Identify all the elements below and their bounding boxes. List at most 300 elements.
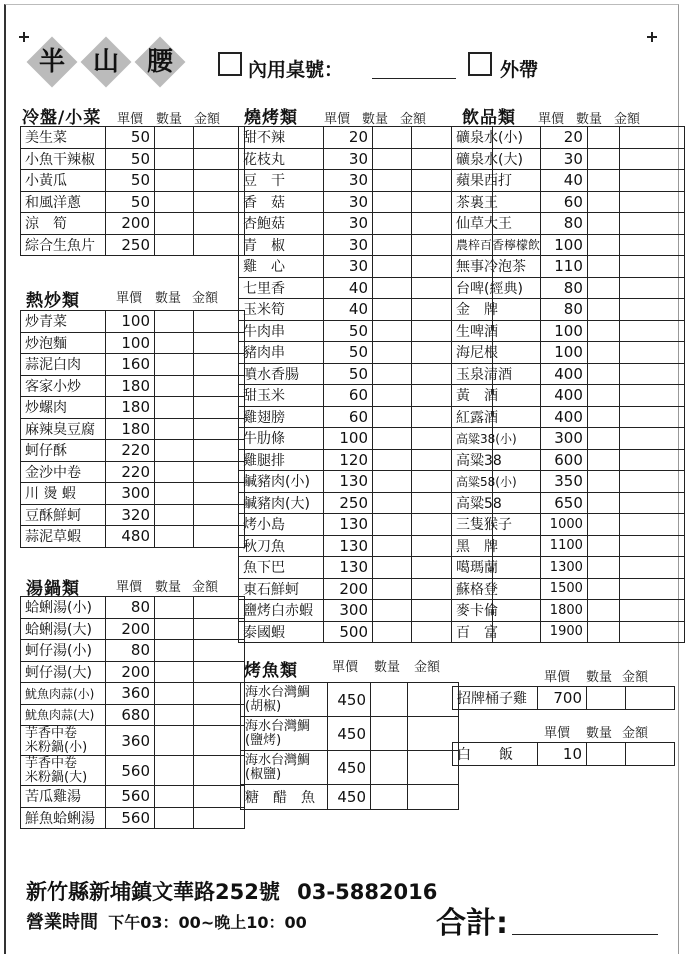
item-price: 130 — [324, 557, 373, 579]
menu-row — [21, 704, 245, 726]
item-price: 40 — [324, 277, 373, 299]
item-price: 180 — [106, 397, 155, 419]
item-qty[interactable] — [373, 170, 412, 192]
item-name: 豬肉串 — [239, 342, 324, 364]
item-qty[interactable] — [155, 332, 194, 354]
item-qty[interactable] — [587, 127, 619, 149]
item-price: 1300 — [541, 557, 588, 579]
item-qty[interactable] — [373, 363, 412, 385]
item-name: 牛肋條 — [239, 428, 324, 450]
menu-row — [452, 127, 685, 149]
item-name: 鹽烤白赤蝦 — [239, 600, 324, 622]
item-qty[interactable] — [371, 751, 408, 785]
item-qty[interactable] — [155, 213, 194, 235]
menu-row — [452, 342, 685, 364]
item-qty[interactable] — [587, 428, 619, 450]
item-name: 白 飯 — [453, 743, 538, 766]
section-title-drinks: 飲品類 — [462, 108, 516, 128]
item-amount[interactable] — [194, 786, 245, 808]
column-header-amount: 金額 — [194, 112, 221, 127]
item-amount[interactable] — [619, 170, 684, 192]
item-name: 美生菜 — [21, 127, 106, 149]
item-qty[interactable] — [373, 471, 412, 493]
menu-row — [452, 148, 685, 170]
item-amount[interactable] — [194, 397, 245, 419]
item-amount[interactable] — [194, 332, 245, 354]
item-amount[interactable] — [194, 640, 245, 662]
item-qty[interactable] — [587, 557, 619, 579]
item-qty[interactable] — [587, 191, 619, 213]
item-amount[interactable] — [194, 191, 245, 213]
menu-row — [21, 354, 245, 376]
item-qty[interactable] — [373, 578, 412, 600]
item-qty[interactable] — [155, 618, 194, 640]
dine-in-label: 內用桌號： — [248, 59, 344, 81]
item-qty[interactable] — [155, 440, 194, 462]
item-qty[interactable] — [155, 597, 194, 619]
item-price: 40 — [541, 170, 588, 192]
item-amount[interactable] — [619, 277, 684, 299]
item-amount[interactable] — [194, 756, 245, 786]
total-label: 合計: — [436, 906, 508, 941]
item-name: 東石鮮蚵 — [239, 578, 324, 600]
menu-row — [452, 385, 685, 407]
item-amount[interactable] — [619, 471, 684, 493]
item-name: 魷魚肉蒜(小) — [21, 683, 106, 705]
item-name: 茶裏王 — [452, 191, 541, 213]
item-price: 200 — [106, 213, 155, 235]
menu-row — [21, 418, 245, 440]
item-qty[interactable] — [371, 717, 408, 751]
item-price: 680 — [106, 704, 155, 726]
item-name: 噶瑪蘭 — [452, 557, 541, 579]
item-name: 農梓百香檸檬飲 — [452, 234, 541, 256]
item-qty[interactable] — [155, 661, 194, 683]
item-name: 蚵仔酥 — [21, 440, 106, 462]
menu-row — [21, 311, 245, 333]
item-qty[interactable] — [373, 600, 412, 622]
item-amount[interactable] — [194, 661, 245, 683]
item-price: 80 — [541, 277, 588, 299]
item-name: 噴水香腸 — [239, 363, 324, 385]
item-name: 海尼根 — [452, 342, 541, 364]
menu-row — [21, 726, 245, 756]
hours: 下午03：00~晚上10：00 — [108, 913, 307, 932]
dine-in-checkbox[interactable] — [218, 52, 242, 76]
item-name: 海水台灣鯛 (椒鹽) — [241, 751, 328, 785]
item-qty[interactable] — [373, 234, 412, 256]
item-amount[interactable] — [194, 726, 245, 756]
item-price: 60 — [324, 385, 373, 407]
item-qty[interactable] — [155, 807, 194, 829]
item-name: 炒螺肉 — [21, 397, 106, 419]
item-amount[interactable] — [194, 461, 245, 483]
item-name: 生啤酒 — [452, 320, 541, 342]
item-amount[interactable] — [619, 406, 684, 428]
item-name: 金沙中卷 — [21, 461, 106, 483]
menu-row — [452, 299, 685, 321]
column-header-price: 單價 — [538, 112, 565, 127]
item-qty[interactable] — [155, 504, 194, 526]
item-amount[interactable] — [619, 234, 684, 256]
item-price: 200 — [106, 618, 155, 640]
item-name: 礦泉水(大) — [452, 148, 541, 170]
item-name: 蛤蜊湯(大) — [21, 618, 106, 640]
item-qty[interactable] — [373, 557, 412, 579]
table-number-field[interactable] — [372, 78, 456, 79]
item-name: 蘇格登 — [452, 578, 541, 600]
item-name: 魷魚肉蒜(大) — [21, 704, 106, 726]
item-name: 海水台灣鯛 (鹽烤) — [241, 717, 328, 751]
item-amount[interactable] — [194, 127, 245, 149]
takeout-checkbox[interactable] — [468, 52, 492, 76]
menu-row — [452, 449, 685, 471]
item-amount[interactable] — [408, 785, 459, 810]
item-name: 豆 干 — [239, 170, 324, 192]
item-amount[interactable] — [194, 526, 245, 548]
column-header-amount: 金額 — [192, 580, 219, 595]
item-qty[interactable] — [155, 397, 194, 419]
item-qty[interactable] — [587, 406, 619, 428]
item-qty[interactable] — [373, 256, 412, 278]
item-qty[interactable] — [587, 342, 619, 364]
item-qty[interactable] — [373, 299, 412, 321]
item-name: 蚵仔湯(小) — [21, 640, 106, 662]
item-amount[interactable] — [194, 807, 245, 829]
item-qty[interactable] — [155, 461, 194, 483]
menu-row — [452, 621, 685, 643]
item-price: 1000 — [541, 514, 588, 536]
item-price: 450 — [328, 717, 371, 751]
item-name: 七里香 — [239, 277, 324, 299]
item-name: 三隻猴子 — [452, 514, 541, 536]
item-amount[interactable] — [626, 687, 675, 710]
menu-row — [452, 277, 685, 299]
item-qty[interactable] — [587, 621, 619, 643]
menu-row — [452, 557, 685, 579]
item-qty[interactable] — [373, 320, 412, 342]
item-price: 100 — [541, 320, 588, 342]
item-qty[interactable] — [155, 354, 194, 376]
column-header-amount: 金額 — [400, 112, 427, 127]
item-price: 500 — [324, 621, 373, 643]
item-name: 牛肉串 — [239, 320, 324, 342]
item-amount[interactable] — [626, 743, 675, 766]
item-amount[interactable] — [619, 191, 684, 213]
item-qty[interactable] — [373, 535, 412, 557]
item-qty[interactable] — [373, 492, 412, 514]
item-name: 無事冷泡茶 — [452, 256, 541, 278]
item-amount[interactable] — [619, 428, 684, 450]
item-price: 30 — [324, 148, 373, 170]
item-qty[interactable] — [587, 471, 619, 493]
item-amount[interactable] — [619, 535, 684, 557]
item-qty[interactable] — [373, 385, 412, 407]
corner-mark-icon — [647, 32, 657, 42]
menu-row — [452, 363, 685, 385]
item-price: 300 — [324, 600, 373, 622]
item-amount[interactable] — [194, 311, 245, 333]
item-qty[interactable] — [155, 234, 194, 256]
address-line — [26, 876, 437, 906]
item-name: 客家小炒 — [21, 375, 106, 397]
column-header-price: 單價 — [544, 670, 571, 685]
item-amount[interactable] — [619, 256, 684, 278]
item-qty[interactable] — [373, 428, 412, 450]
column-header-price: 單價 — [544, 726, 571, 741]
column-header-qty: 數量 — [156, 112, 183, 127]
item-qty[interactable] — [373, 148, 412, 170]
item-price: 650 — [541, 492, 588, 514]
item-qty[interactable] — [373, 342, 412, 364]
item-qty[interactable] — [587, 600, 619, 622]
item-amount[interactable] — [194, 418, 245, 440]
item-amount[interactable] — [194, 597, 245, 619]
item-price: 30 — [541, 148, 588, 170]
item-amount[interactable] — [408, 717, 459, 751]
item-name: 蛤蜊湯(小) — [21, 597, 106, 619]
item-price: 50 — [106, 148, 155, 170]
item-name: 綜合生魚片 — [21, 234, 106, 256]
item-name: 川 燙 蝦 — [21, 483, 106, 505]
item-amount[interactable] — [619, 578, 684, 600]
item-name: 高粱58(小) — [452, 471, 541, 493]
item-name: 蘋果西打 — [452, 170, 541, 192]
item-qty[interactable] — [155, 170, 194, 192]
item-qty[interactable] — [373, 127, 412, 149]
menu-row — [241, 785, 459, 810]
item-amount[interactable] — [194, 213, 245, 235]
item-qty[interactable] — [587, 535, 619, 557]
item-name: 雞 心 — [239, 256, 324, 278]
item-qty[interactable] — [587, 578, 619, 600]
menu-row — [21, 640, 245, 662]
menu-row — [452, 234, 685, 256]
item-amount[interactable] — [619, 342, 684, 364]
item-qty[interactable] — [587, 170, 619, 192]
item-amount[interactable] — [619, 514, 684, 536]
menu-table-drinks — [451, 126, 685, 643]
item-amount[interactable] — [619, 385, 684, 407]
item-qty[interactable] — [155, 483, 194, 505]
section-title-stirfry: 熱炒類 — [26, 291, 80, 311]
item-qty[interactable] — [155, 148, 194, 170]
item-amount[interactable] — [194, 170, 245, 192]
item-qty[interactable] — [155, 191, 194, 213]
item-name: 玉泉清酒 — [452, 363, 541, 385]
item-qty[interactable] — [373, 449, 412, 471]
item-name: 糖 醋 魚 — [241, 785, 328, 810]
column-header-qty: 數量 — [155, 580, 182, 595]
item-price: 110 — [541, 256, 588, 278]
item-qty[interactable] — [373, 406, 412, 428]
menu-row — [21, 618, 245, 640]
hours-line — [26, 908, 307, 934]
item-price: 160 — [106, 354, 155, 376]
item-amount[interactable] — [408, 683, 459, 717]
item-price: 600 — [541, 449, 588, 471]
item-price: 1800 — [541, 600, 588, 622]
item-qty[interactable] — [155, 127, 194, 149]
item-name: 炒青菜 — [21, 311, 106, 333]
item-amount[interactable] — [194, 354, 245, 376]
item-amount[interactable] — [619, 492, 684, 514]
item-price: 30 — [324, 256, 373, 278]
item-amount[interactable] — [194, 148, 245, 170]
item-amount[interactable] — [194, 375, 245, 397]
item-name: 高粱38 — [452, 449, 541, 471]
item-name: 玉米筍 — [239, 299, 324, 321]
menu-row — [21, 127, 245, 149]
item-qty[interactable] — [155, 726, 194, 756]
item-name: 甜不辣 — [239, 127, 324, 149]
item-qty[interactable] — [373, 191, 412, 213]
item-amount[interactable] — [619, 557, 684, 579]
phone: 03-5882016 — [297, 880, 438, 904]
item-amount[interactable] — [619, 621, 684, 643]
item-price: 30 — [324, 213, 373, 235]
item-qty[interactable] — [155, 683, 194, 705]
item-name: 金 牌 — [452, 299, 541, 321]
item-qty[interactable] — [587, 449, 619, 471]
item-qty[interactable] — [587, 363, 619, 385]
item-qty[interactable] — [155, 756, 194, 786]
item-name: 芋香中卷 米粉鍋(小) — [21, 726, 106, 756]
item-price: 560 — [106, 786, 155, 808]
menu-table-rice — [452, 742, 675, 766]
item-name: 杏鮑菇 — [239, 213, 324, 235]
item-amount[interactable] — [619, 127, 684, 149]
column-header-amount: 金額 — [614, 112, 641, 127]
total-field[interactable] — [512, 934, 658, 935]
item-qty[interactable] — [373, 621, 412, 643]
item-price: 450 — [328, 785, 371, 810]
menu-row — [21, 148, 245, 170]
corner-mark-icon — [19, 32, 29, 42]
section-title-grill: 燒烤類 — [244, 108, 298, 128]
item-qty[interactable] — [587, 743, 626, 766]
item-amount[interactable] — [194, 483, 245, 505]
item-name: 芋香中卷 米粉鍋(大) — [21, 756, 106, 786]
item-qty[interactable] — [587, 234, 619, 256]
item-amount[interactable] — [194, 504, 245, 526]
item-qty[interactable] — [373, 213, 412, 235]
item-name: 招牌桶子雞 — [453, 687, 538, 710]
item-name: 鹹豬肉(小) — [239, 471, 324, 493]
item-price: 50 — [324, 342, 373, 364]
item-amount[interactable] — [619, 148, 684, 170]
item-name: 黃 酒 — [452, 385, 541, 407]
item-name: 烤小島 — [239, 514, 324, 536]
item-price: 400 — [541, 363, 588, 385]
item-name: 紅露酒 — [452, 406, 541, 428]
column-header-qty: 數量 — [362, 112, 389, 127]
menu-row — [21, 397, 245, 419]
item-qty[interactable] — [155, 704, 194, 726]
item-amount[interactable] — [619, 213, 684, 235]
item-amount[interactable] — [194, 234, 245, 256]
item-qty[interactable] — [373, 277, 412, 299]
item-qty[interactable] — [155, 640, 194, 662]
column-header-amount: 金額 — [414, 660, 441, 675]
item-qty[interactable] — [587, 320, 619, 342]
item-amount[interactable] — [408, 751, 459, 785]
item-qty[interactable] — [155, 375, 194, 397]
item-amount[interactable] — [619, 600, 684, 622]
item-qty[interactable] — [587, 687, 626, 710]
item-price: 30 — [324, 234, 373, 256]
item-amount[interactable] — [194, 440, 245, 462]
item-name: 蒜泥白肉 — [21, 354, 106, 376]
item-name: 苦瓜雞湯 — [21, 786, 106, 808]
item-name: 魚下巴 — [239, 557, 324, 579]
item-name: 小魚干辣椒 — [21, 148, 106, 170]
item-name: 麻辣臭豆腐 — [21, 418, 106, 440]
item-price: 450 — [328, 751, 371, 785]
menu-row — [21, 504, 245, 526]
item-name: 蚵仔湯(大) — [21, 661, 106, 683]
item-name: 炒泡麵 — [21, 332, 106, 354]
item-qty[interactable] — [587, 385, 619, 407]
item-amount[interactable] — [619, 449, 684, 471]
item-name: 高粱38(小) — [452, 428, 541, 450]
item-qty[interactable] — [587, 256, 619, 278]
column-header-amount: 金額 — [622, 726, 649, 741]
item-qty[interactable] — [587, 277, 619, 299]
item-amount[interactable] — [194, 618, 245, 640]
logo-char: 半 — [38, 47, 65, 77]
item-qty[interactable] — [155, 311, 194, 333]
item-price: 50 — [106, 127, 155, 149]
item-amount[interactable] — [619, 299, 684, 321]
item-qty[interactable] — [155, 418, 194, 440]
item-amount[interactable] — [619, 363, 684, 385]
item-price: 40 — [324, 299, 373, 321]
item-qty[interactable] — [371, 785, 408, 810]
item-name: 小黃瓜 — [21, 170, 106, 192]
item-amount[interactable] — [194, 704, 245, 726]
item-qty[interactable] — [155, 786, 194, 808]
column-header-qty: 數量 — [155, 291, 182, 306]
item-qty[interactable] — [373, 514, 412, 536]
item-price: 30 — [324, 170, 373, 192]
column-header-price: 單價 — [117, 112, 144, 127]
item-price: 50 — [324, 320, 373, 342]
menu-row — [21, 807, 245, 829]
item-price: 300 — [106, 483, 155, 505]
item-amount[interactable] — [619, 320, 684, 342]
menu-table-cold — [20, 126, 245, 256]
menu-row — [452, 428, 685, 450]
item-qty[interactable] — [371, 683, 408, 717]
item-qty[interactable] — [587, 492, 619, 514]
item-qty[interactable] — [587, 213, 619, 235]
menu-row — [452, 213, 685, 235]
address: 新竹縣新埔鎮文華路252號 — [26, 880, 280, 904]
item-qty[interactable] — [587, 299, 619, 321]
item-price: 100 — [106, 332, 155, 354]
takeout-label: 外帶 — [500, 59, 539, 81]
item-qty[interactable] — [155, 526, 194, 548]
item-qty[interactable] — [587, 514, 619, 536]
item-price: 220 — [106, 440, 155, 462]
item-price: 250 — [106, 234, 155, 256]
item-qty[interactable] — [587, 148, 619, 170]
menu-table-fish — [240, 682, 459, 810]
item-amount[interactable] — [194, 683, 245, 705]
menu-row — [21, 332, 245, 354]
section-title-cold: 冷盤/小菜 — [22, 108, 102, 128]
